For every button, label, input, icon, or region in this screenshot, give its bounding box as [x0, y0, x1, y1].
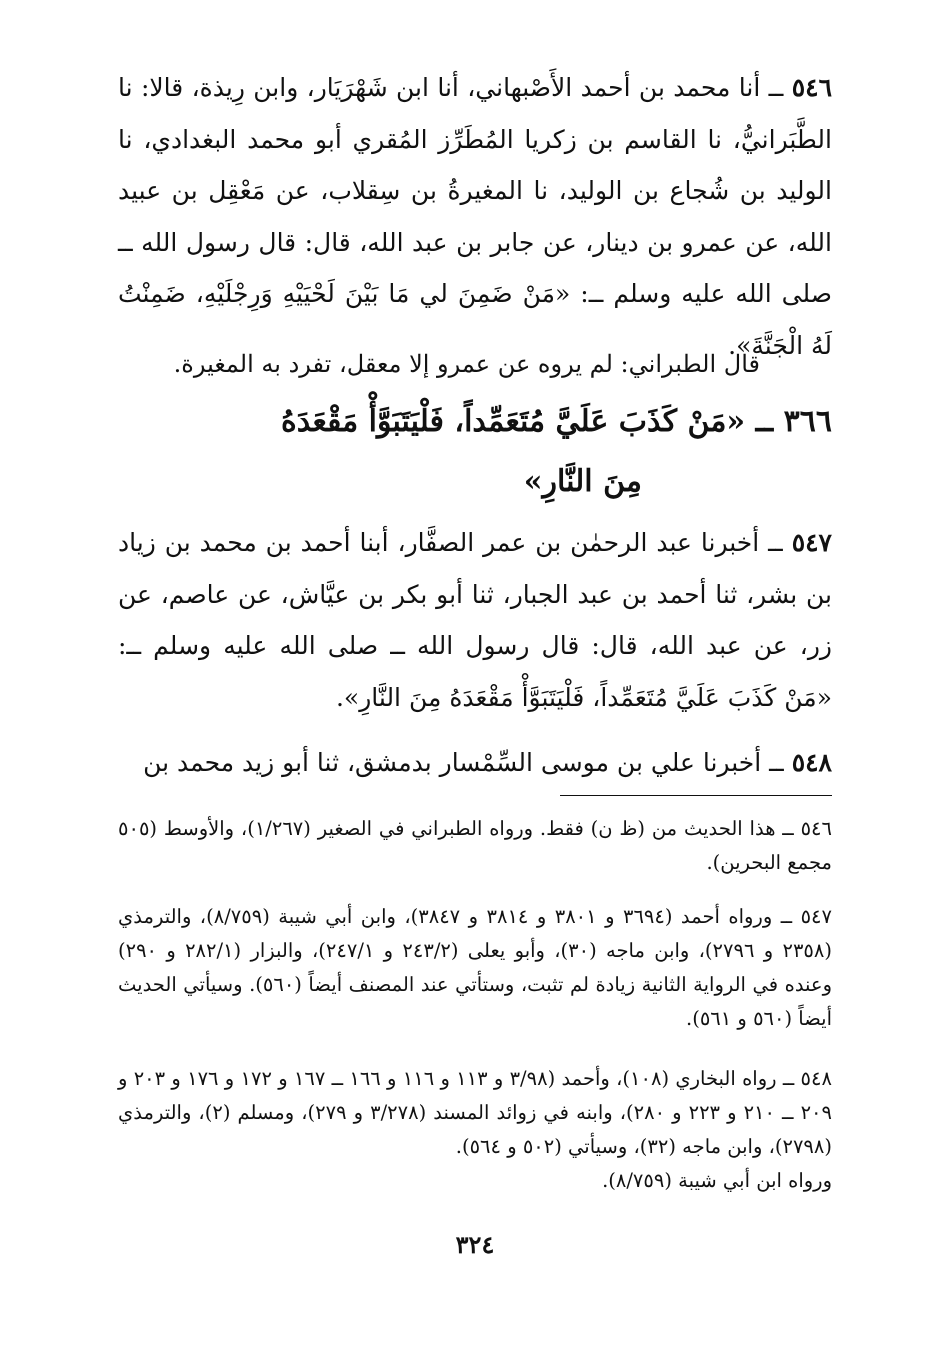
document-page [118, 62, 832, 1352]
paragraph-546-text: ــ أنا محمد بن أحمد الأَصْبهاني، أنا ابن شَهْرَيَار، وابن رِيذة، قالا: نا الطَّبَرانيُّ، نا القاسم بن زكريا المُطَرِّز المُقري أبو محمد البغدادي، نا الوليد بن شُجاع بن الوليد، نا المغيرةُ بن سِقلاب، عن مَعْقِل بن عبيد الله، عن عمرو بن دينار، عن جابر بن عبد الله، قال: قال رسول الله ــ صلى الله عليه وسلم ــ: «مَنْ ضَمِنَ لي مَا بَيْنَ لَحْيَيْهِ وَرِجْلَيْهِ، ضَمِنْتُ لَهُ الْجَنَّةَ». [118, 73, 832, 360]
footnote-546: ٥٤٦ ــ هذا الحديث من (ظ ن) فقط. ورواه الطبراني في الصغير (١/٢٦٧)، والأوسط (٥٠٥ مجمع البحرين). [118, 817, 832, 874]
paragraph-548 [118, 737, 832, 789]
footnote-548-extra: ورواه ابن أبي شيبة (٨/٧٥٩). [602, 1169, 832, 1192]
heading-line-1: ٣٦٦ ــ «مَنْ كَذَبَ عَلَيَّ مُتَعَمِّداً، فَلْيَتَبَوَّأْ مَقْعَدَهُ [281, 404, 832, 439]
chapter-heading-366 [118, 392, 832, 512]
hadith-number-547: ٥٤٧ [791, 528, 832, 557]
paragraph-546 [118, 62, 832, 371]
footnote-548 [118, 1062, 832, 1198]
paragraph-547 [118, 517, 832, 723]
hadith-number-548: ٥٤٨ [791, 748, 832, 777]
paragraph-548-text: ــ أخبرنا علي بن موسى السِّمْسار بدمشق، ثنا أبو زيد محمد بن [143, 748, 784, 777]
footnote-547: ٥٤٧ ــ ورواه أحمد (٣٦٩٤ و ٣٨٠١ و ٣٨١٤ و ٣٨٤٧)، وابن أبي شيبة (٨/٧٥٩)، والترمذي (٢٣٥٨ و ٢٧٩٦)، وابن ماجه (٣٠)، وأبو يعلى (٢٤٣/٢ و ٢٤٧/١)، والبزار (٢٨٢/١ و ٢٩٠) وعنده في الرواية الثانية زيادة لم تثبت، وستأتي عند المصنف أيضاً (٥٦٠). وسيأتي الحديث أيضاً (٥٦٠ و ٥٦١). [118, 905, 832, 1030]
page-number: ٣٢٤ [455, 1230, 495, 1259]
heading-line-2: مِنَ النَّارِ» [523, 464, 642, 499]
tabarani-note: قال الطبراني: لم يروه عن عمرو إلا معقل، تفرد به المغيرة. [173, 350, 760, 378]
hadith-number-546: ٥٤٦ [791, 73, 833, 102]
footnote-548-main: ٥٤٨ ــ رواه البخاري (١٠٨)، وأحمد (٣/٩٨ و ١١٣ و ١١٦ و ١٦٦ ــ ١٦٧ و ١٧٢ و ١٧٦ و ٢٠٣ و ٢٠٩ ــ ٢١٠ و ٢٢٣ و ٢٨٠)، وابنه في زوائد المسند (٣/٢٧٨ و ٢٧٩)، ومسلم (٢)، والترمذي (٢٧٩٨)، وابن ماجه (٣٢)، وسيأتي (٥٠٢ و ٥٦٤). [118, 1067, 832, 1158]
paragraph-547-text: ــ أخبرنا عبد الرحمٰن بن عمر الصفَّار، أبنا أحمد بن محمد بن زياد بن بشر، ثنا أحمد بن عبد الجبار، ثنا أبو بكر بن عيَّاش، عن عاصم، عن زر، عن عبد الله، قال: قال رسول الله ــ صلى الله عليه وسلم ــ: «مَنْ كَذَبَ عَلَيَّ مُتَعَمِّداً، فَلْيَتَبَوَّأْ مَقْعَدَهُ مِنَ النَّارِ». [118, 528, 832, 712]
footnote-divider [560, 795, 832, 796]
